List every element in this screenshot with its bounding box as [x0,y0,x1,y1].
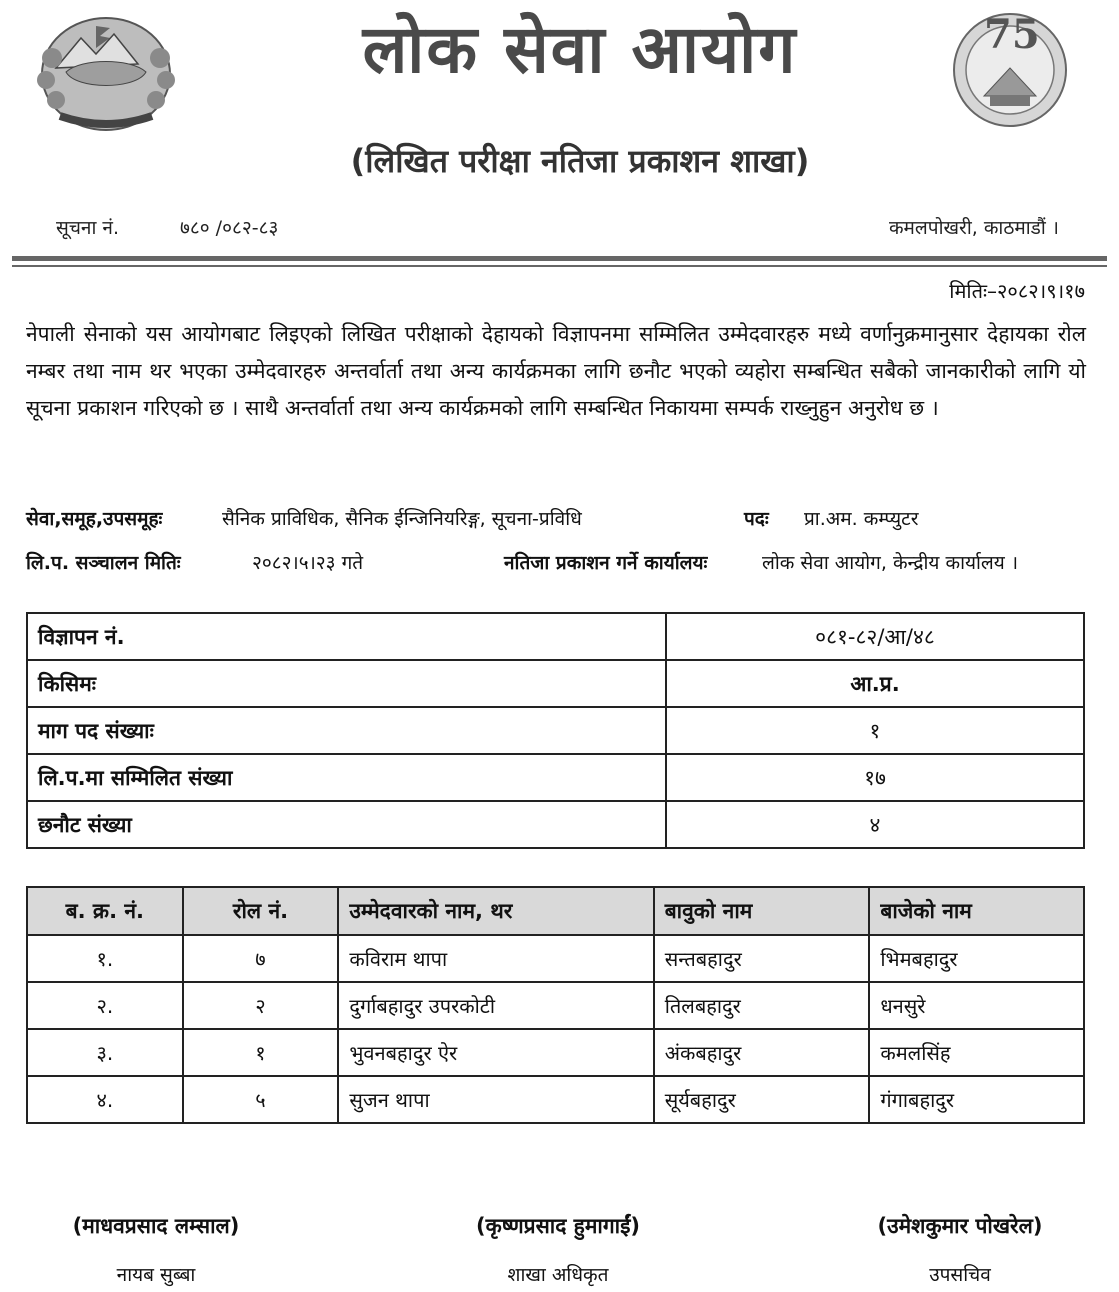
signatory-post: उपसचिव [929,1264,991,1286]
signatory-name: (कृष्णप्रसाद हुमागाईं) [475,1214,641,1238]
notice-number: ७८० /०८२-८३ [180,217,279,239]
table-row [27,935,1084,982]
header-divider [12,256,1107,261]
table-row [27,660,1084,707]
info-value: ४ [666,801,1084,848]
grandfather-name-cell: धनसुरे [869,982,1084,1029]
signature-block-1 [6,1208,306,1292]
post-value: प्रा.अम. कम्प्युटर [804,508,919,530]
exam-date-label: लि.प. सञ्चालन मितिः [26,552,181,574]
notice-row [56,210,1059,246]
org-title: लोक सेवा आयोग [362,11,798,88]
signature-block-3 [810,1208,1110,1292]
signatory-name: (उमेशकुमार पोखरेल) [877,1214,1043,1238]
column-header: रोल नं. [183,887,339,935]
grandfather-name-cell: गंगाबहादुर [869,1076,1084,1123]
nepal-government-emblem-icon [26,8,186,136]
signatory-post: शाखा अधिकृत [507,1264,609,1286]
notice-body-text: नेपाली सेनाको यस आयोगबाट लिइएको लिखित परीक्षाको देहायको विज्ञापनमा सम्मिलित उम्मेदवारहरु मध्ये वर्णानुक्रमानुसार देहायका रोल नम्बर तथा नाम थर भएका उम्मेदवारहरु अन्तर्वार्ता तथा अन्य कार्यक्रमका लागि छनौट भएको व्यहोरा सम्बन्धित सबैको जानकारीको लागि यो सूचना प्रकाशन गरिएको छ । साथै अन्तर्वार्ता तथा अन्य कार्यक्रमको लागि सम्बन्धित निकायमा सम्पर्क राख्नुहुन अनुरोध छ । [26,322,1086,420]
advertisement-info-table [26,612,1085,849]
serial-cell: २. [27,982,183,1029]
candidate-name-cell: सुजन थापा [338,1076,653,1123]
office-location: कमलपोखरी, काठमाडौं । [888,217,1059,239]
info-label: किसिमः [27,660,666,707]
notice-date: मितिः–२०८२।९।१७ [949,279,1085,303]
signature-block-2 [408,1208,708,1292]
result-office-label: नतिजा प्रकाशन गर्ने कार्यालयः [504,552,708,574]
father-name-cell: सन्तबहादुर [654,935,870,982]
psc-75-years-logo-icon [944,4,1084,132]
table-row [27,1076,1084,1123]
father-name-cell: सूर्यबहादुर [654,1076,870,1123]
service-meta-row [26,502,1093,536]
father-name-cell: अंकबहादुर [654,1029,870,1076]
info-value: १७ [666,754,1084,801]
roll-cell: ५ [183,1076,339,1123]
grandfather-name-cell: भिमबहादुर [869,935,1084,982]
post-label: पदः [744,508,769,530]
header-divider-thin [12,265,1107,267]
branch-title: (लिखित परीक्षा नतिजा प्रकाशन शाखा) [350,142,810,180]
info-label: छनौट संख्या [27,801,666,848]
father-name-cell: तिलबहादुर [654,982,870,1029]
roll-cell: १ [183,1029,339,1076]
serial-cell: ४. [27,1076,183,1123]
selected-candidates-table [26,886,1085,1124]
table-row [27,707,1084,754]
candidate-name-cell: कविराम थापा [338,935,653,982]
table-row [27,754,1084,801]
column-header: बाजेको नाम [869,887,1084,935]
exam-date-value: २०८२।५।२३ गते [252,552,364,574]
table-row [27,982,1084,1029]
serial-cell: ३. [27,1029,183,1076]
service-value: सैनिक प्राविधिक, सैनिक ईन्जिनियरिङ्ग, सूचना-प्रविधि [222,508,582,530]
info-value: ०८१-८२/आ/४८ [666,613,1084,660]
column-header: उम्मेदवारको नाम, थर [338,887,653,935]
info-value: आ.प्र. [666,660,1084,707]
roll-cell: ७ [183,935,339,982]
roll-cell: २ [183,982,339,1029]
info-value: १ [666,707,1084,754]
notice-number-label: सूचना नं. [56,217,119,239]
candidate-name-cell: दुर्गाबहादुर उपरकोटी [338,982,653,1029]
serial-cell: १. [27,935,183,982]
column-header: ब. क्र. नं. [27,887,183,935]
result-office-value: लोक सेवा आयोग, केन्द्रीय कार्यालय । [762,552,1019,574]
table-row [27,1029,1084,1076]
column-header: बावुको नाम [654,887,870,935]
info-label: माग पद संख्याः [27,707,666,754]
table-row [27,801,1084,848]
candidate-name-cell: भुवनबहादुर ऐर [338,1029,653,1076]
grandfather-name-cell: कमलसिंह [869,1029,1084,1076]
info-label: लि.प.मा सम्मिलित संख्या [27,754,666,801]
signatory-name: (माधवप्रसाद लम्साल) [72,1214,240,1238]
service-label: सेवा,समूह,उपसमूहः [26,508,163,530]
signatory-post: नायब सुब्बा [116,1264,196,1286]
table-header-row [27,887,1084,935]
table-row [27,613,1084,660]
exam-meta-row [26,546,1093,580]
info-label: विज्ञापन नं. [27,613,666,660]
logo-75-text: 75 [984,11,1040,58]
